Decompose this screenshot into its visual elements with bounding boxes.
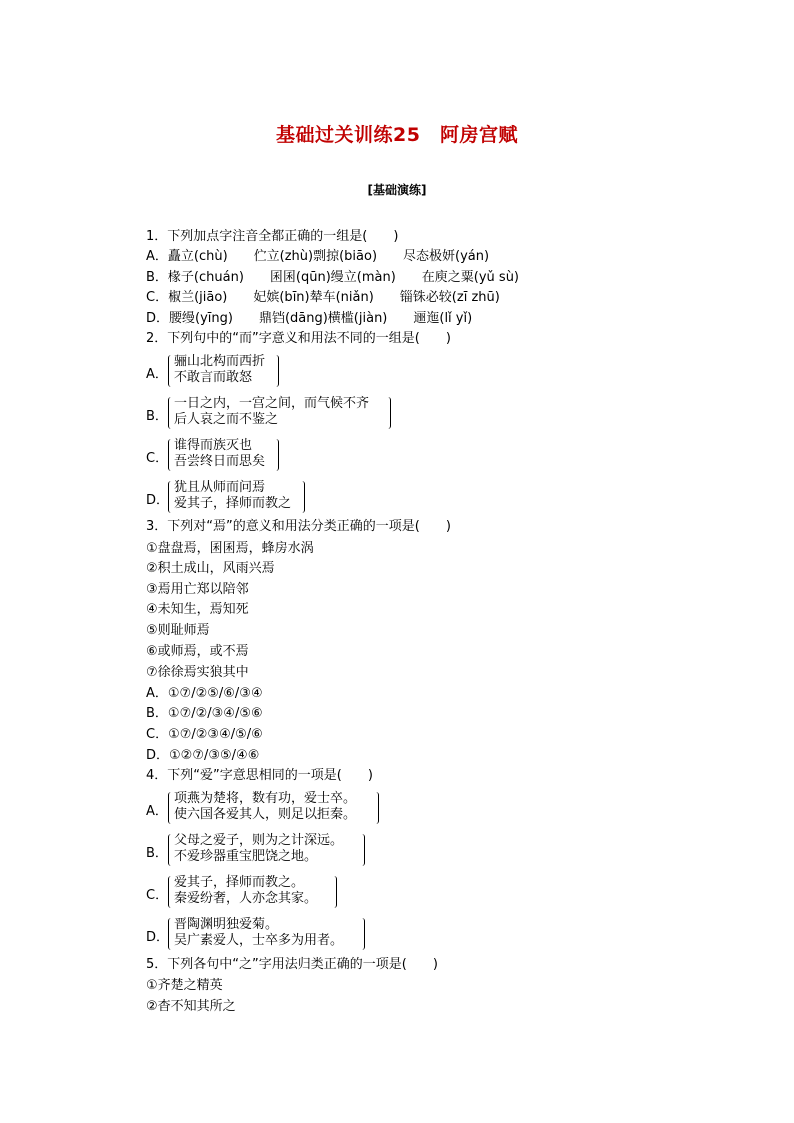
right-paren: [274, 439, 279, 471]
left-brace: [168, 481, 173, 513]
option-label: B．: [146, 846, 168, 861]
question-3-choice-d: D．①②⑦/③⑤/④⑥: [146, 748, 260, 763]
option-line-1: 项燕为楚将，数有功，爱士卒。: [174, 791, 357, 806]
question-3-stem: 3．下列对“焉”的意义和用法分类正确的一项是( ): [146, 519, 451, 534]
question-3-item: ⑥或师焉，或不焉: [146, 644, 249, 659]
left-brace: [168, 355, 173, 387]
right-paren: [386, 397, 391, 429]
right-paren: [360, 834, 365, 866]
question-2-stem: 2．下列句中的“而”字意义和用法不同的一组是( ): [146, 331, 451, 346]
section-heading: [基础演练]: [367, 183, 427, 197]
option-line-2: 吴广素爱人，士卒多为用者。: [174, 933, 344, 948]
page-title: 基础过关训练25 阿房宫赋: [276, 124, 518, 146]
question-3-item: ④未知生，焉知死: [146, 602, 249, 617]
right-paren: [300, 481, 305, 513]
option-label: C．: [146, 451, 169, 466]
question-3-item: ①盘盘焉，囷囷焉，蜂房水涡: [146, 541, 314, 556]
option-label: A．: [146, 367, 168, 382]
question-4-stem: 4．下列“爱”字意思相同的一项是( ): [146, 768, 373, 783]
question-1-stem: 1．下列加点字注音全都正确的一组是( ): [146, 229, 399, 244]
option-line-1: 晋陶渊明独爱菊。: [174, 917, 279, 932]
question-5-item: ①齐楚之精英: [146, 978, 223, 993]
left-brace: [168, 834, 173, 866]
question-3-choice-c: C．①⑦/②③④/⑤/⑥: [146, 727, 263, 742]
question-3-item: ②积土成山，风雨兴焉: [146, 561, 275, 576]
option-label: C．: [146, 888, 169, 903]
option-label: D．: [146, 930, 170, 945]
option-line-1: 谁得而族灭也: [174, 438, 253, 453]
question-3-item: ⑦徐徐焉实狼其中: [146, 665, 249, 680]
left-brace: [168, 876, 173, 908]
option-line-2: 爱其子，择师而教之: [174, 496, 292, 511]
question-3-choice-a: A．①⑦/②⑤/⑥/③④: [146, 686, 263, 701]
question-5-item: ②杳不知其所之: [146, 999, 236, 1014]
right-paren: [332, 876, 337, 908]
right-paren: [374, 792, 379, 824]
option-line-2: 使六国各爱其人，则足以拒秦。: [174, 807, 357, 822]
option-line-1: 一日之内，一宫之间，而气候不齐: [174, 396, 370, 411]
option-line-2: 秦爱纷奢，人亦念其家。: [174, 891, 318, 906]
option-line-2: 后人哀之而不鉴之: [174, 412, 279, 427]
question-3-item: ⑤则耻师焉: [146, 623, 210, 638]
left-brace: [168, 918, 173, 950]
option-label: D．: [146, 493, 170, 508]
question-1-option-c: C．椒兰(jiāo) 妃嫔(bīn)辇车(niǎn) 锱铢必较(zī zhū): [146, 290, 500, 305]
question-1-option-b: B．椽子(chuán) 囷囷(qūn)缦立(màn) 在庾之粟(yǔ sù): [146, 270, 520, 285]
right-paren: [360, 918, 365, 950]
left-brace: [168, 439, 173, 471]
option-line-1: 骊山北构而西折: [174, 354, 266, 369]
left-brace: [168, 792, 173, 824]
question-3-choice-b: B．①⑦/②/③④/⑤⑥: [146, 706, 263, 721]
question-3-item: ③焉用亡郑以陪邻: [146, 582, 249, 597]
question-1-option-a: A．矗立(chù) 伫立(zhù)剽掠(biāo) 尽态极妍(yán): [146, 249, 490, 264]
option-line-1: 父母之爱子，则为之计深远。: [174, 833, 344, 848]
option-line-1: 犹且从师而问焉: [174, 480, 266, 495]
option-line-1: 爱其子，择师而教之。: [174, 875, 305, 890]
question-5-stem: 5．下列各句中“之”字用法归类正确的一项是( ): [146, 957, 438, 972]
option-label: A．: [146, 804, 168, 819]
option-line-2: 不敢言而敢怒: [174, 370, 253, 385]
question-1-option-d: D．腰缦(yīng) 鼎铛(dāng)横槛(jiàn) 逦迤(lǐ yǐ): [146, 311, 473, 326]
option-label: B．: [146, 409, 168, 424]
right-paren: [274, 355, 279, 387]
option-line-2: 吾尝终日而思矣: [174, 454, 266, 469]
left-brace: [168, 397, 173, 429]
option-line-2: 不爱珍器重宝肥饶之地。: [174, 849, 318, 864]
